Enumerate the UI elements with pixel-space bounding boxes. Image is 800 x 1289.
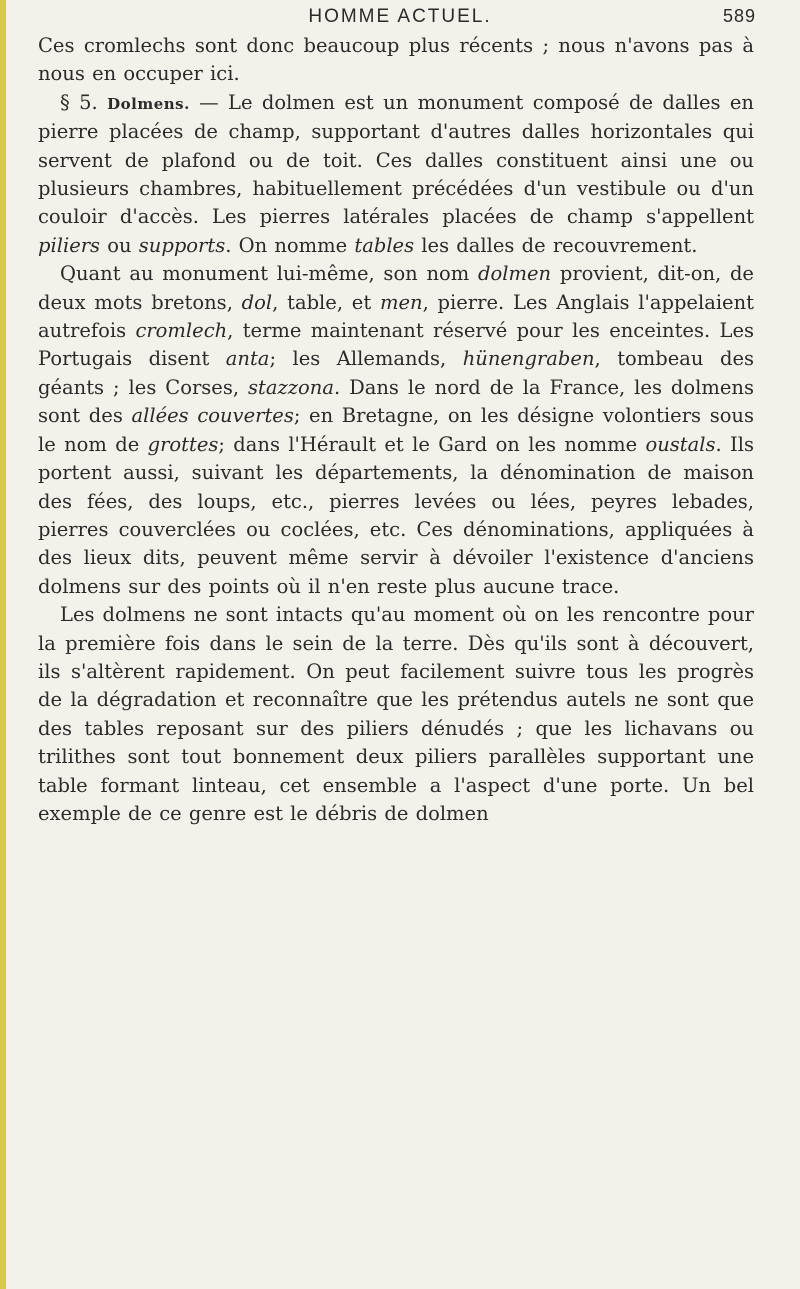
body-text <box>38 32 754 828</box>
running-header <box>40 4 760 34</box>
paragraph-2 <box>38 89 754 260</box>
paragraph-4-text: Les dolmens ne sont intacts qu'au moment où on les rencontre pour la première fois dans le sein de la terre. Dès qu'ils sont à découvert, ils s'altèrent rapidement. On peut facilement suivre tous les progrès de la dégradation et reconnaître que les prétendus autels ne sont que des tables reposant sur des piliers dénudés ; que les lichavans ou trilithes sont tout bonnement deux piliers parallèles supportant une table formant linteau, cet ensemble a l'aspect d'une porte. Un bel exemple de ce genre est le débris de dolmen <box>38 603 754 825</box>
text-run: les dalles de recouvrement. <box>414 233 698 257</box>
text-run: . On nomme <box>225 233 355 257</box>
italic-term: dolmen <box>478 262 552 286</box>
paragraph-3 <box>38 260 754 601</box>
italic-term: anta <box>225 347 270 371</box>
italic-term: hünengraben <box>462 347 595 371</box>
paragraph-1 <box>38 32 754 89</box>
text-run: provient, dit-on, de deux mots bretons, <box>38 262 754 314</box>
text-run: . Ils portent aussi, suivant les départements, la dénomination de maison des fées, des loups, etc., pierres levées ou lées, peyres lebades, pierres couverclées ou coclées, etc. Ces dénominations, appliquées à des lieux dits, peuvent même servir à dévoiler l'existence d'anciens dolmens sur des points où il n'en reste plus aucune trace. <box>38 432 755 598</box>
text-run: ; dans l'Hérault et le Gard on les nomme <box>218 432 646 456</box>
text-run: , pierre. Les Anglais l'appelaient autrefois <box>38 290 754 343</box>
italic-term: allées couvertes <box>131 404 294 428</box>
text-run: ou <box>100 233 139 257</box>
italic-term: oustals <box>645 432 716 456</box>
italic-term: dol <box>241 290 273 314</box>
italic-term: cromlech <box>135 319 228 343</box>
text-run: , table, et <box>272 290 380 314</box>
paragraph-4 <box>38 601 754 828</box>
text-run: ; en Bretagne, on les désigne volontiers sous le nom de <box>38 404 755 456</box>
paragraph-1-text: Ces cromlechs sont donc beaucoup plus récents ; nous n'avons pas à nous en occuper ici. <box>38 34 754 86</box>
text-run: Quant au monument lui-même, son nom <box>60 262 479 286</box>
italic-term: grottes <box>147 432 219 456</box>
text-run: . Dans le nord de la France, les dolmens sont des <box>38 375 754 428</box>
text-run: ; les Allemands, <box>269 347 463 371</box>
section-heading: Dolmens. <box>107 94 190 113</box>
text-run: — Le dolmen est un monument composé de dalles en pierre placées de champ, supportant d'autres dalles horizontales qui servent de plafond ou de toit. Ces dalles constituent ainsi une ou plusieurs chambres, habituellement précédées d'un vestibule ou d'un couloir d'accès. Les pierres latérales placées de champ s'appellent <box>38 90 754 229</box>
text-run: , terme maintenant réservé pour les enceintes. Les Portugais disent <box>38 319 754 371</box>
italic-term: stazzona <box>248 375 334 399</box>
page-edge-rule <box>0 0 6 1289</box>
italic-term: tables <box>354 233 415 257</box>
italic-term: supports <box>138 233 226 257</box>
italic-term: piliers <box>38 233 101 257</box>
running-title: HOMME ACTUEL. <box>308 6 492 27</box>
section-mark: § 5. <box>60 90 98 114</box>
text-run: , tombeau des géants ; les Corses, <box>38 347 754 399</box>
italic-term: men <box>379 290 423 314</box>
page-number: 589 <box>722 6 756 26</box>
